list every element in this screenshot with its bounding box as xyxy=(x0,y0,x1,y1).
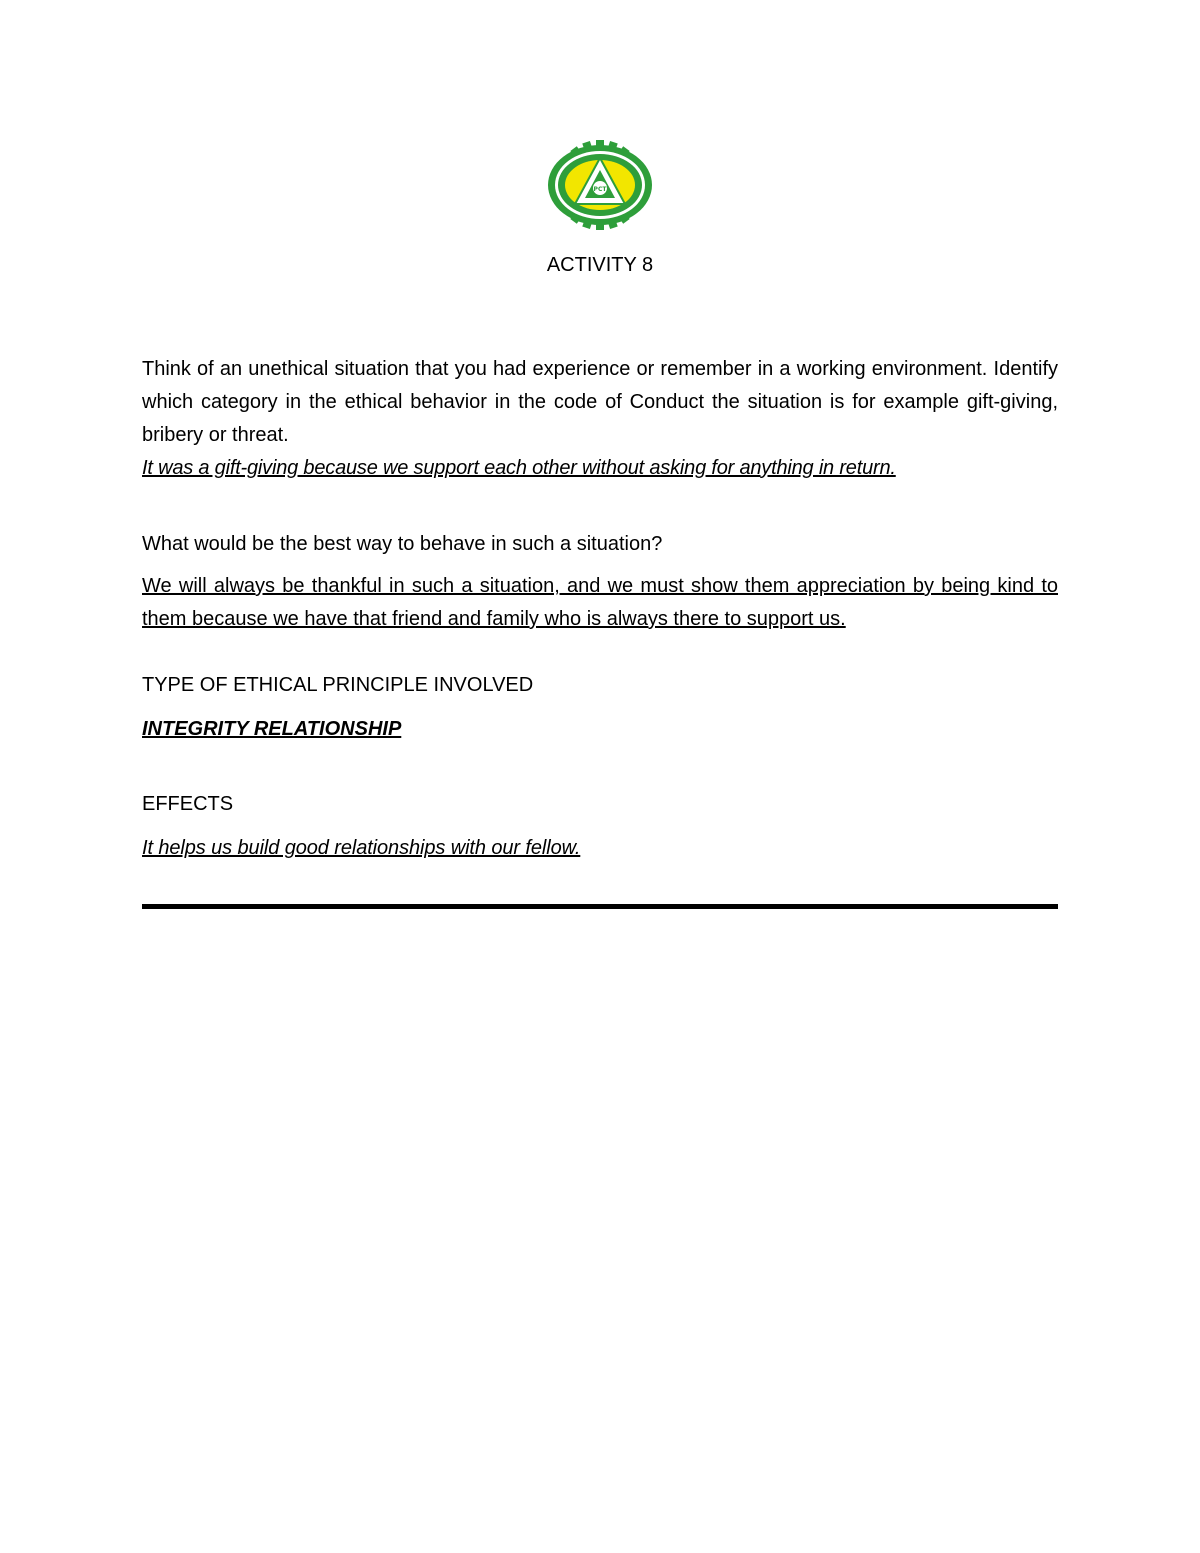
question-best-behavior: What would be the best way to behave in such a situation? xyxy=(142,533,663,555)
activity-title: ACTIVITY 8 xyxy=(546,254,654,276)
effects-value: It helps us build good relationships with our fellow. xyxy=(142,837,581,859)
school-logo xyxy=(541,140,659,230)
principle-value: INTEGRITY RELATIONSHIP xyxy=(142,718,402,740)
question-unethical-situation: Think of an unethical situation that you had experience or remember in a working environment. Identify which category in the ethical behavior in the code of Conduct the situation is for example gift-giving, bribery or threat. xyxy=(142,358,1058,446)
answer-best-behavior: We will always be thankful in such a situation, and we must show them appreciation by being kind to them because we have that friend and family who is always there to support us. xyxy=(142,575,1058,630)
answer-unethical-situation: It was a gift-giving because we support each other without asking for anything in return. xyxy=(142,457,896,479)
svg-text:PCT: PCT xyxy=(593,186,607,193)
principle-heading: TYPE OF ETHICAL PRINCIPLE INVOLVED xyxy=(142,674,534,696)
effects-heading: EFFECTS xyxy=(142,793,234,815)
school-seal-icon xyxy=(541,140,659,230)
horizontal-rule xyxy=(142,904,1058,909)
